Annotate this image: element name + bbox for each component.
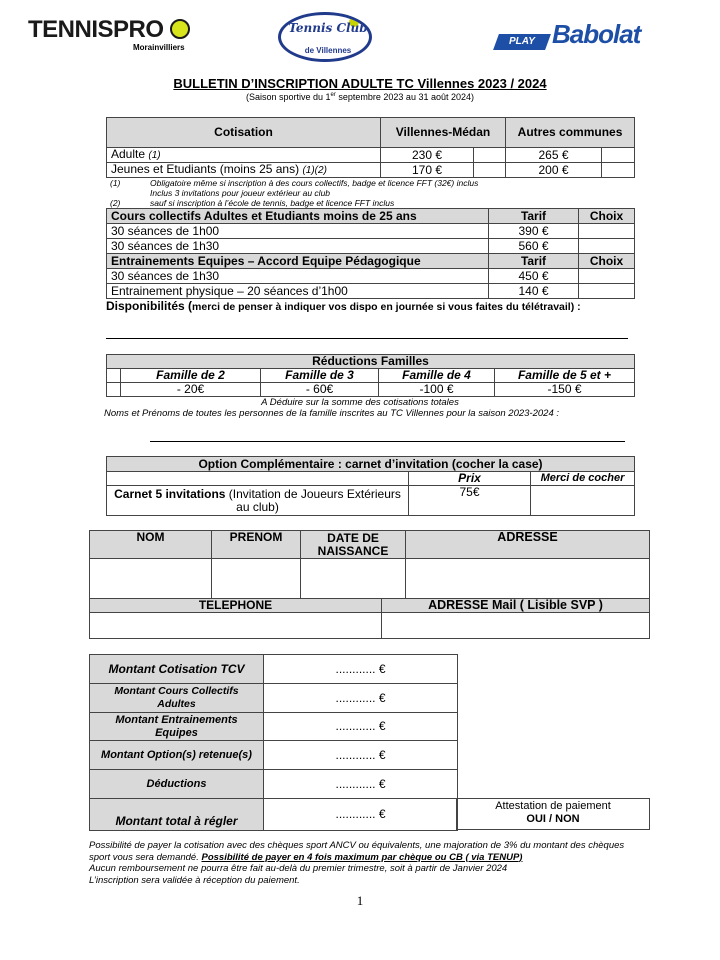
checkbox-cell[interactable] [602, 163, 635, 178]
tarif-cell: 560 € [489, 239, 579, 254]
disponibilites-label [106, 299, 581, 313]
prenom-header: PRENOM [212, 531, 301, 559]
footnotes [110, 178, 630, 208]
cocher-header: Merci de cocher [531, 472, 635, 486]
montant-total-field[interactable]: ............ € [264, 799, 458, 831]
reductions-note: A Déduire sur la somme des cotisations totales [261, 397, 459, 408]
subtitle-end: septembre 2023 au 31 août 2024) [335, 92, 474, 102]
price-cell: 170 € [381, 163, 474, 178]
row-label [107, 148, 381, 163]
jeunes-label: Jeunes et Etudiants (moins 25 ans) [111, 162, 300, 176]
cours-header: Cours collectifs Adultes et Etudiants moins de 25 ans [107, 209, 489, 224]
famille-col: Famille de 3 [261, 369, 379, 383]
reductions-table [106, 354, 635, 397]
season-subtitle [0, 92, 720, 102]
montant-label: Déductions [90, 770, 264, 799]
disponibilites-title: Disponibilités ( [106, 299, 193, 313]
footer-notes [89, 840, 639, 886]
babolat-wordmark: Babolat [552, 19, 641, 49]
tarif-cell: 450 € [489, 269, 579, 284]
note-ref: (1)(2) [302, 165, 327, 176]
reduction-value: - 20€ [121, 383, 261, 397]
option-header: Option Complémentaire : carnet d’invitation (cocher la case) [107, 457, 635, 472]
entrainement-label: 30 séances de 1h30 [107, 269, 489, 284]
footnote-num: (1) [110, 178, 121, 188]
montant-field[interactable]: ............ € [264, 770, 458, 799]
choix-cell[interactable] [579, 284, 635, 299]
choix-header: Choix [579, 209, 635, 224]
cours-label: 30 séances de 1h30 [107, 239, 489, 254]
cours-table [106, 208, 635, 299]
club-logo-subtext: de Villennes [304, 46, 352, 55]
carnet-title: Carnet 5 invitations [114, 486, 226, 501]
telephone-field[interactable] [90, 613, 382, 639]
row-label [107, 163, 381, 178]
carnet-label [107, 486, 409, 516]
tennispro-location: Morainvilliers [133, 43, 185, 52]
montant-label: Montant Option(s) retenue(s) [90, 741, 264, 770]
autres-header: Autres communes [506, 118, 635, 148]
nom-header: NOM [90, 531, 212, 559]
montant-total-label: Montant total à régler [90, 799, 264, 831]
cotisation-header: Cotisation [107, 118, 381, 148]
montant-field[interactable]: ............ € [264, 713, 458, 741]
payment-installments: Possibilité de payer en 4 fois maximum par chèque ou CB ( via TENUP) [201, 851, 523, 863]
prix-header: Prix [409, 472, 531, 486]
telephone-header: TELEPHONE [90, 599, 382, 613]
reduction-value: - 60€ [261, 383, 379, 397]
subtitle-sup: er [330, 92, 336, 98]
footnote [110, 178, 630, 188]
carnet-detail: (Invitation de Joueurs Extérieurs au club) [225, 486, 401, 514]
tennis-ball-icon [170, 19, 190, 39]
mail-header: ADRESSE Mail ( Lisible SVP ) [382, 599, 650, 613]
attestation-choice[interactable]: OUI / NON [526, 813, 580, 825]
adulte-label: Adulte [111, 147, 146, 161]
carnet-price: 75€ [409, 486, 531, 516]
naissance-field[interactable] [301, 559, 406, 599]
subtitle-start: (Saison sportive du 1 [246, 92, 331, 102]
option-table [106, 456, 635, 516]
villennes-header: Villennes-Médan [381, 118, 506, 148]
footnote-text: sauf si inscription à l’école de tennis, badge et licence FFT inclus [150, 198, 395, 208]
montant-label: Montant Cotisation TCV [90, 655, 264, 684]
disponibilites-line[interactable] [106, 338, 628, 339]
footnote-num: (2) [110, 198, 121, 208]
tarif-header: Tarif [489, 254, 579, 269]
tarif-header: Tarif [489, 209, 579, 224]
adresse-header: ADRESSE [406, 531, 650, 559]
babolat-logo [496, 18, 692, 54]
spacer-cell [107, 383, 121, 397]
montant-label: Montant Cours Collectifs Adultes [90, 684, 264, 713]
naissance-header: DATE DE NAISSANCE [301, 531, 406, 559]
attestation-label: Attestation de paiement [495, 800, 611, 812]
spacer-cell [107, 472, 409, 486]
choix-header: Choix [579, 254, 635, 269]
checkbox-cell[interactable] [602, 148, 635, 163]
payment-note: Possibilité de payer la cotisation avec des chèques sport ANCV ou équivalents, une majoration de 3% du montant des chèques sport vous sera demandé. [89, 840, 625, 863]
club-logo-oval [278, 12, 372, 62]
footnote [110, 188, 630, 198]
famille-col: Famille de 4 [379, 369, 495, 383]
reduction-value: -150 € [495, 383, 635, 397]
nom-field[interactable] [90, 559, 212, 599]
price-cell: 265 € [506, 148, 602, 163]
mail-field[interactable] [382, 613, 650, 639]
footnote-text: Inclus 3 invitations pour joueur extérieur au club [150, 188, 331, 198]
montants-table [89, 654, 458, 831]
montant-label: Montant Entrainements Equipes [90, 713, 264, 741]
montant-field[interactable]: ............ € [264, 655, 458, 684]
refund-note: Aucun remboursement ne pourra être fait au-delà du premier trimestre, soit à partir de Janvier 2024 [89, 863, 508, 874]
entrainements-header: Entrainements Equipes – Accord Equipe Pédagogique [107, 254, 489, 269]
identite-table [89, 530, 650, 639]
famille-names-line[interactable] [150, 441, 625, 442]
famille-col: Famille de 5 et + [495, 369, 635, 383]
price-cell: 200 € [506, 163, 602, 178]
cotisation-table [106, 117, 635, 178]
note-ref: (1) [148, 150, 161, 161]
validation-note: L’inscription sera validée à réception du paiement. [89, 874, 300, 886]
page-number: 1 [356, 893, 364, 908]
disponibilites-detail: merci de penser à indiquer vos dispo en journée si vous faites du télétravail) : [192, 301, 581, 313]
montant-field[interactable]: ............ € [264, 684, 458, 713]
club-logo [278, 12, 372, 62]
tennispro-logo [28, 16, 188, 56]
club-logo-text: Tennis Club [288, 21, 368, 35]
choix-cell[interactable] [579, 224, 635, 239]
reduction-value: -100 € [379, 383, 495, 397]
checkbox-cell[interactable] [474, 148, 506, 163]
choix-cell[interactable] [579, 239, 635, 254]
adresse-field[interactable] [406, 559, 650, 599]
prenom-field[interactable] [212, 559, 301, 599]
tarif-cell: 390 € [489, 224, 579, 239]
attestation-box [456, 798, 650, 830]
page-title: BULLETIN D’INSCRIPTION ADULTE TC Villennes 2023 / 2024 [173, 76, 547, 91]
babolat-play-badge [493, 34, 551, 50]
footnote-text: Obligatoire même si inscription à des cours collectifs, badge et licence FFT (32€) inclus [150, 178, 479, 188]
tennispro-wordmark: TENNISPRO [28, 16, 164, 43]
famille-names-note: Noms et Prénoms de toutes les personnes de la famille inscrites au TC Villennes pour la saison 2023-2024 : [104, 408, 560, 419]
price-cell: 230 € [381, 148, 474, 163]
entrainement-label: Entrainement physique – 20 séances d’1h00 [107, 284, 489, 299]
checkbox-cell[interactable] [474, 163, 506, 178]
tarif-cell: 140 € [489, 284, 579, 299]
cocher-cell[interactable] [531, 486, 635, 516]
montant-field[interactable]: ............ € [264, 741, 458, 770]
reductions-header: Réductions Familles [107, 355, 635, 369]
choix-cell[interactable] [579, 269, 635, 284]
spacer-cell [107, 369, 121, 383]
famille-col: Famille de 2 [121, 369, 261, 383]
babolat-play-text: PLAY [509, 36, 535, 47]
footnote [110, 198, 630, 208]
cours-label: 30 séances de 1h00 [107, 224, 489, 239]
